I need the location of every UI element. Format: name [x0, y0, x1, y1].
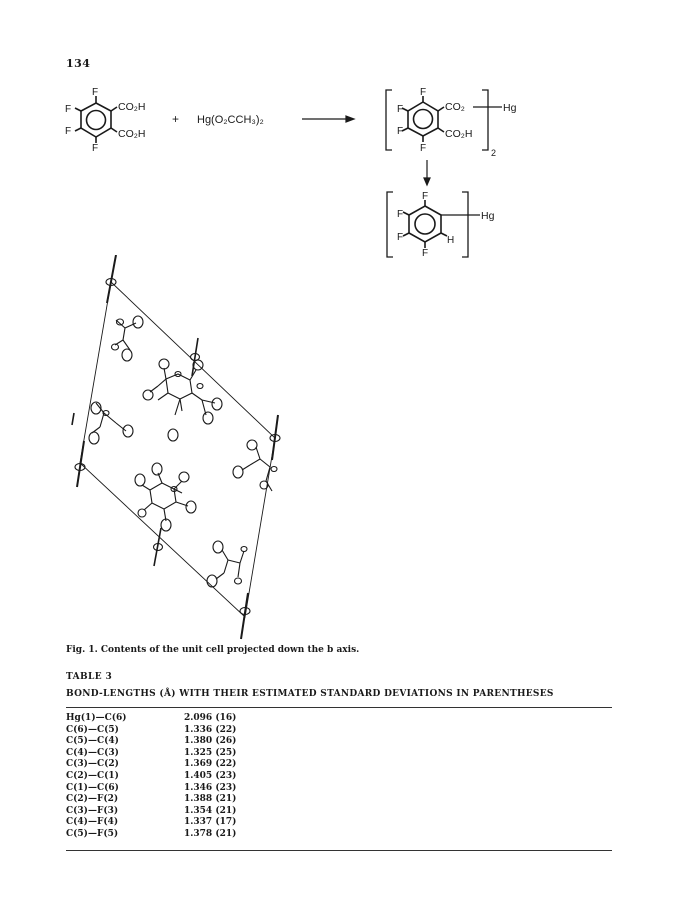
reaction-arrow [302, 116, 354, 122]
page-number: 134 [66, 57, 91, 70]
reactant-structure [75, 96, 117, 143]
length-cell: 1.346 (23) [184, 782, 237, 793]
unit-cell-figure [60, 255, 300, 640]
bond-cell: C(2)—C(1) [66, 770, 119, 781]
reactant-f2: F [65, 104, 72, 115]
unit-cell-outline [80, 282, 275, 617]
intermediate-group-1: CO₂ [445, 101, 465, 113]
reactant-group-1: CO₂H [118, 101, 146, 113]
bond-cell: C(5)—F(5) [66, 828, 119, 839]
bond-cell: C(3)—C(2) [66, 759, 119, 770]
reactant-f1: F [92, 87, 99, 98]
intermediate-group-2: CO₂H [445, 128, 473, 140]
intermediate-f3: F [397, 126, 404, 137]
length-cell: 1.378 (21) [184, 828, 237, 839]
reaction-scheme [0, 0, 680, 270]
table-row [66, 783, 236, 795]
table-row [66, 725, 236, 737]
bond-cell: C(4)—F(4) [66, 817, 119, 828]
bond-cell: C(4)—C(3) [66, 747, 119, 758]
figure-caption: Fig. 1. Contents of the unit cell projected down the b axis. [66, 645, 360, 655]
product-f2: F [397, 209, 404, 220]
table-label: TABLE 3 [66, 672, 113, 682]
length-cell: 1.405 (23) [184, 770, 237, 781]
plus-sign: + [172, 112, 180, 126]
product-mercury: Hg [481, 210, 495, 222]
length-cell: 1.380 (26) [184, 736, 237, 747]
intermediate-mercury: Hg [503, 102, 517, 114]
intermediate-structure [386, 90, 502, 150]
reagent-formula: Hg(O₂CCH₃)₂ [197, 114, 264, 126]
length-cell: 1.369 (22) [184, 759, 237, 770]
reactant-f3: F [65, 126, 72, 137]
bond-cell: C(6)—C(5) [66, 724, 119, 735]
intermediate-f2: F [397, 104, 404, 115]
product-hydrogen: H [447, 235, 455, 246]
length-cell: 1.354 (21) [184, 805, 237, 816]
table-row [66, 771, 236, 783]
table-row [66, 759, 236, 771]
table-title: BOND-LENGTHS (Å) WITH THEIR ESTIMATED STANDARD DEVIATIONS IN PARENTHESES [66, 689, 554, 699]
reactant-group-2: CO₂H [118, 128, 146, 140]
table-bottom-rule [66, 850, 612, 851]
table-top-rule [66, 707, 612, 708]
bond-cell: C(5)—C(4) [66, 736, 119, 747]
intermediate-f4: F [420, 143, 427, 154]
product-f4: F [422, 248, 429, 259]
bond-cell: C(2)—F(2) [66, 794, 119, 805]
intermediate-f1: F [420, 87, 427, 98]
length-cell: 2.096 (16) [184, 713, 237, 723]
product-f1: F [422, 191, 429, 202]
table-row [66, 748, 236, 760]
table-row [66, 806, 236, 818]
length-cell: 1.337 (17) [184, 817, 237, 828]
table-row [66, 736, 236, 748]
bond-cell: C(1)—C(6) [66, 782, 119, 793]
length-cell: 1.336 (22) [184, 724, 237, 735]
table-row [66, 829, 236, 841]
reactant-f4: F [92, 143, 99, 154]
product-f3: F [397, 232, 404, 243]
product-structure [387, 192, 480, 257]
down-arrow [424, 160, 430, 185]
length-cell: 1.325 (25) [184, 747, 237, 758]
length-cell: 1.388 (21) [184, 794, 237, 805]
table-row [66, 794, 236, 806]
table-row [66, 713, 236, 725]
intermediate-subscript: 2 [491, 148, 497, 158]
bond-cell: C(3)—F(3) [66, 805, 119, 816]
bond-length-table [66, 713, 236, 841]
bond-cell: Hg(1)—C(6) [66, 713, 127, 723]
table-row [66, 817, 236, 829]
